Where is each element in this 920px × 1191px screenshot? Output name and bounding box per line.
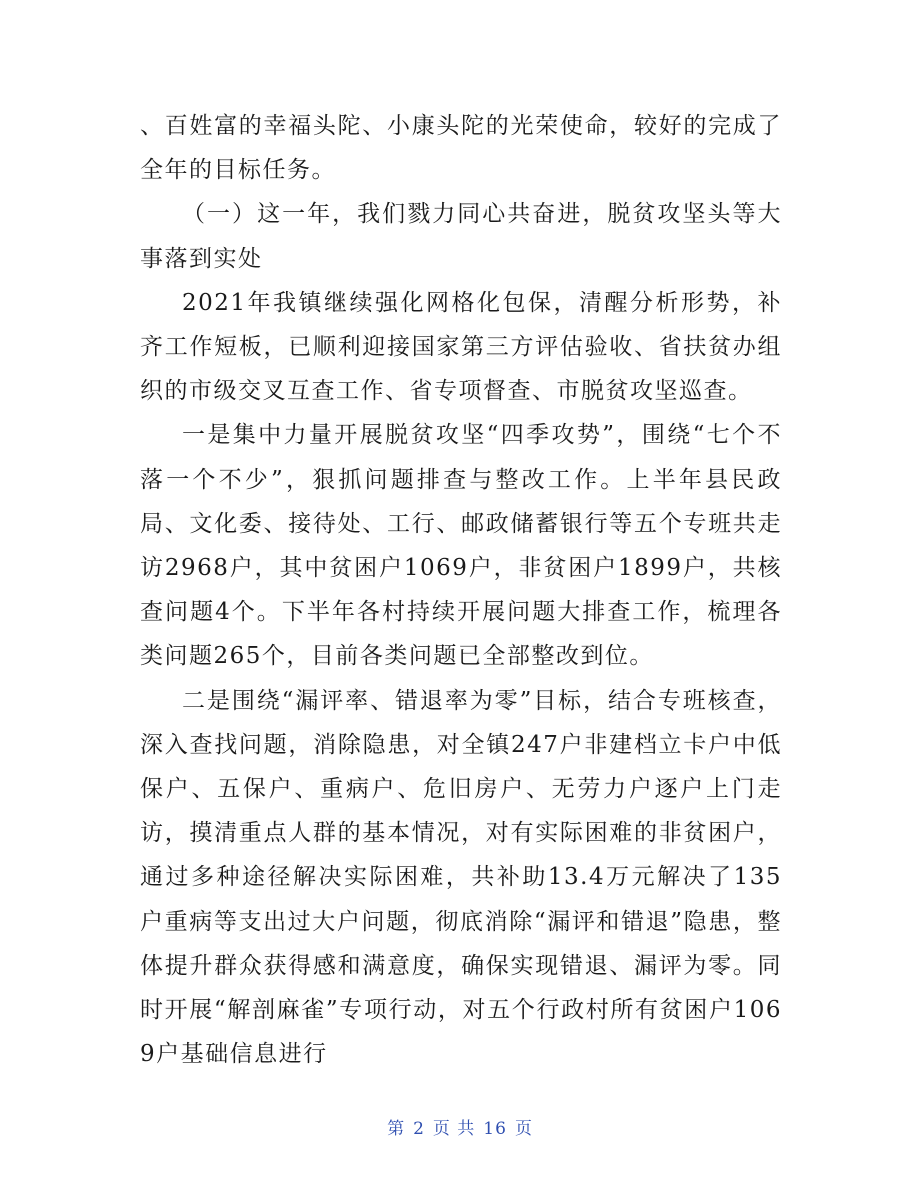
- footer-total-pages: 16: [483, 1119, 507, 1139]
- footer-prefix: 第: [387, 1119, 406, 1139]
- paragraph-point-two: 二是围绕“漏评率、错退率为零”目标，结合专班核查，深入查找问题，消除隐患，对全镇247户非建档立卡户中低保户、五保户、重病户、危旧房户、无劳力户逐户上门走访，摸清重点人群的基本情况，对有实际困难的非贫困户，通过多种途径解决实际困难，共补助13.4万元解决了135户重病等支出过大户问题，彻底消除“漏评和错退”隐患，整体提升群众获得感和满意度，确保实现错退、漏评为零。同时开展“解剖麻雀”专项行动，对五个行政村所有贫困户1069户基础信息进行: [140, 687, 782, 1068]
- page-number-footer: [0, 1114, 920, 1139]
- paragraph-continuation: 、百姓富的幸福头陀、小康头陀的光荣使命，较好的完成了全年的目标任务。: [140, 113, 782, 184]
- section-heading: （一）这一年，我们戮力同心共奋进，脱贫攻坚头等大事落到实处: [140, 201, 782, 272]
- footer-middle: 页 共: [432, 1119, 476, 1139]
- footer-suffix: 页: [514, 1119, 533, 1139]
- paragraph-point-one: 一是集中力量开展脱贫攻坚“四季攻势”，围绕“七个不落一个不少”，狠抓问题排查与整改工作。上半年县民政局、文化委、接待处、工行、邮政储蓄银行等五个专班共走访2968户，其中贫困户1069户，非贫困户1899户，共核查问题4个。下半年各村持续开展问题大排查工作，梳理各类问题265个，目前各类问题已全部整改到位。: [140, 422, 782, 670]
- document-body: [140, 104, 782, 1076]
- paragraph-overview: 2021年我镇继续强化网格化包保，清醒分析形势，补齐工作短板，已顺利迎接国家第三方评估验收、省扶贫办组织的市级交叉互查工作、省专项督查、市脱贫攻坚巡查。: [140, 289, 782, 405]
- footer-current-page: 2: [413, 1119, 425, 1139]
